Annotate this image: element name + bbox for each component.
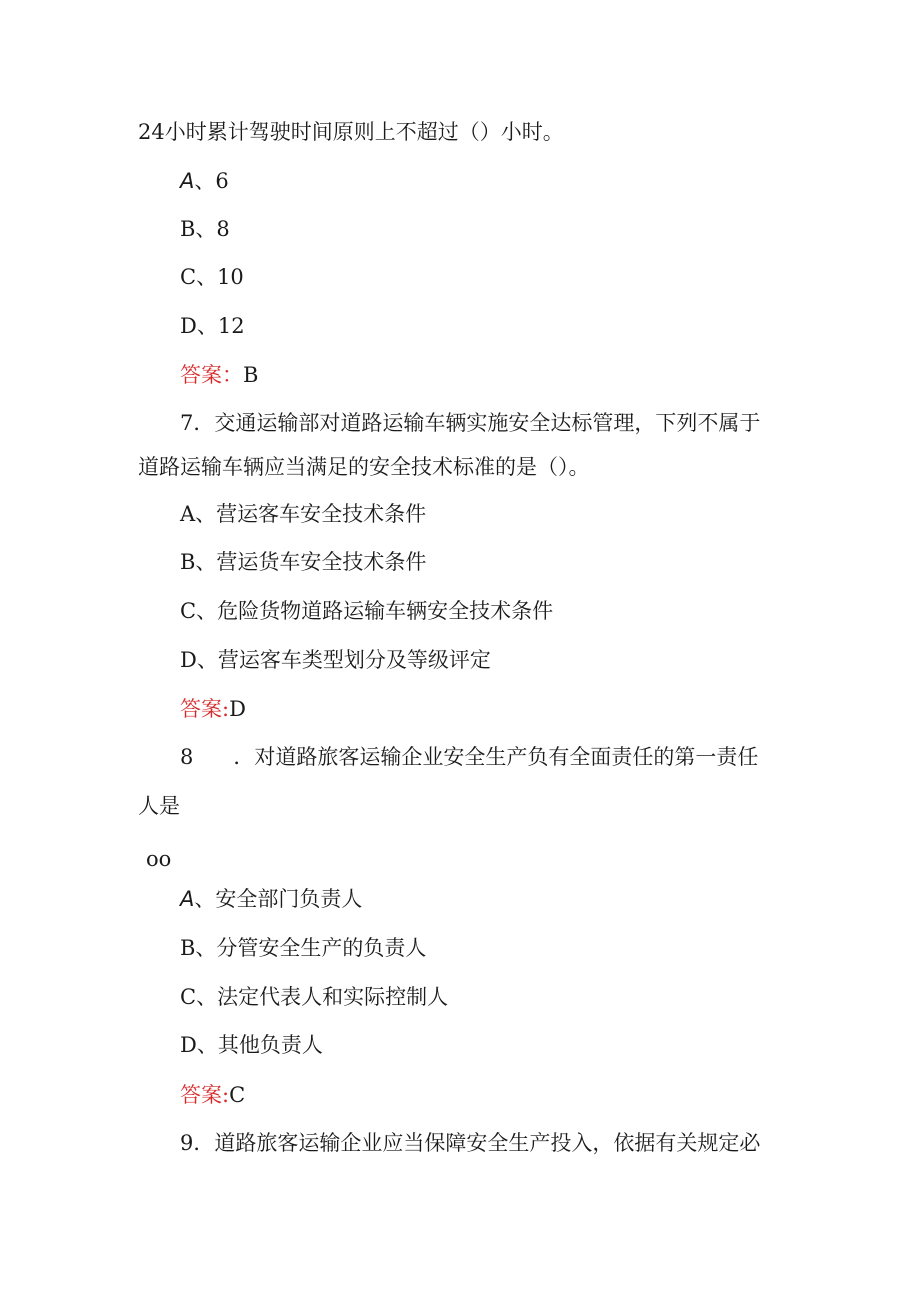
q7-option-a: A、营运客车安全技术条件 bbox=[180, 502, 427, 526]
q6-option-a bbox=[180, 167, 229, 195]
q8-option-a bbox=[180, 885, 362, 913]
q8-option-a-letter: A bbox=[180, 887, 195, 911]
q7-question-line-1: 7．交通运输部对道路运输车辆实施安全达标管理，下列不属于 bbox=[180, 411, 761, 435]
q6-option-d: D、12 bbox=[180, 314, 245, 338]
q7-question-line-2: 道路运输车辆应当满足的安全技术标准的是（）。 bbox=[138, 455, 590, 479]
q7-option-c: C、危险货物道路运输车辆安全技术条件 bbox=[180, 599, 554, 623]
q8-option-a-text: 、安全部门负责人 bbox=[194, 887, 363, 911]
q7-answer-value: D bbox=[229, 697, 246, 721]
q6-answer-label: 答案： bbox=[180, 363, 243, 387]
q8-answer-label: 答案: bbox=[180, 1083, 230, 1107]
q8-answer bbox=[180, 1081, 245, 1109]
q8-number: 8 bbox=[180, 745, 194, 769]
q8-question-line-3: oo bbox=[146, 847, 172, 871]
q8-question-line-2: 人是 bbox=[138, 794, 180, 818]
q8-option-b: B、分管安全生产的负责人 bbox=[180, 936, 427, 960]
q6-question-tail: 24小时累计驾驶时间原则上不超过（）小时。 bbox=[138, 120, 564, 144]
q6-answer-value: B bbox=[243, 363, 259, 387]
q9-question-line-1: 9．道路旅客运输企业应当保障安全生产投入，依据有关规定必 bbox=[180, 1131, 761, 1155]
q8-option-c: C、法定代表人和实际控制人 bbox=[180, 985, 449, 1009]
q6-option-c: C、10 bbox=[180, 265, 244, 289]
q7-answer bbox=[180, 695, 246, 723]
q7-option-b: B、营运货车安全技术条件 bbox=[180, 550, 427, 574]
q6-answer bbox=[180, 361, 258, 389]
q8-question-text: ．对道路旅客运输企业安全生产负有全面责任的第一责任 bbox=[233, 745, 759, 769]
q6-option-b: B、8 bbox=[180, 217, 230, 241]
q8-option-d: D、其他负责人 bbox=[180, 1033, 323, 1057]
q6-option-a-letter: A bbox=[180, 169, 195, 193]
q7-answer-label: 答案: bbox=[180, 697, 230, 721]
q6-option-a-text: 、6 bbox=[194, 169, 229, 193]
q8-question-line-1 bbox=[180, 743, 758, 771]
q8-answer-value: C bbox=[229, 1083, 246, 1107]
q7-option-d: D、营运客车类型划分及等级评定 bbox=[180, 648, 491, 672]
